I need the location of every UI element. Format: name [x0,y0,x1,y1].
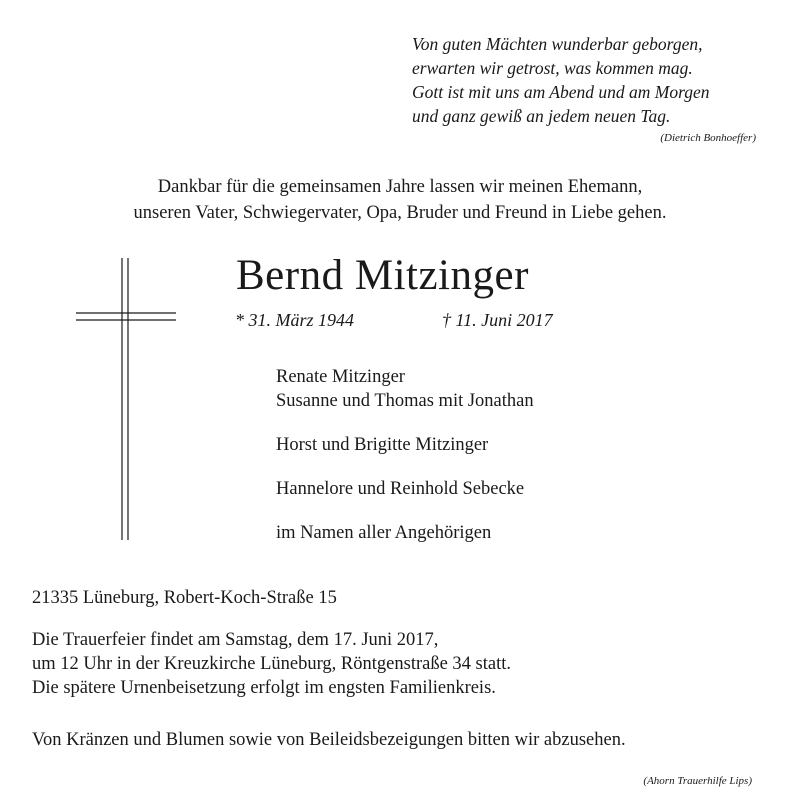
mourners-list [276,365,534,545]
poem-line: Von guten Mächten wunderbar geborgen, [412,34,703,54]
mourner: Renate Mitzinger [276,367,405,387]
deceased-name: Bernd Mitzinger [236,252,529,299]
service-line: Die Trauerfeier findet am Samstag, dem 17. Juni 2017, [32,630,439,650]
death-date: † 11. Juni 2017 [442,310,553,330]
footer-credit: (Ahorn Trauerhilfe Lips) [643,775,752,787]
mourner: Susanne und Thomas mit Jonathan [276,391,534,411]
service-line: Die spätere Urnenbeisetzung erfolgt im engsten Familienkreis. [32,678,496,698]
cross-icon [76,258,176,540]
address: 21335 Lüneburg, Robert-Koch-Straße 15 [32,588,337,608]
intro-text [0,174,800,226]
mourner: Hannelore und Reinhold Sebecke [276,479,525,499]
poem-author: (Dietrich Bonhoeffer) [660,132,756,144]
mourner: im Namen aller Angehörigen [276,523,492,543]
mourner: Horst und Brigitte Mitzinger [276,435,489,455]
poem-line: erwarten wir getrost, was kommen mag. [412,58,693,78]
poem-line: Gott ist mit uns am Abend und am Morgen [412,82,710,102]
intro-line: unseren Vater, Schwiegervater, Opa, Bruder und Freund in Liebe gehen. [133,203,667,223]
service-info [32,628,511,700]
condolence-note: Von Kränzen und Blumen sowie von Beileidsbezeigungen bitten wir abzusehen. [32,730,626,750]
poem-line: und ganz gewiß an jedem neuen Tag. [412,106,671,126]
birth-date: * 31. März 1944 [235,310,355,330]
poem [412,32,710,128]
intro-line: Dankbar für die gemeinsamen Jahre lassen wir meinen Ehemann, [157,177,643,197]
service-line: um 12 Uhr in der Kreuzkirche Lüneburg, Röntgenstraße 34 statt. [32,654,511,674]
